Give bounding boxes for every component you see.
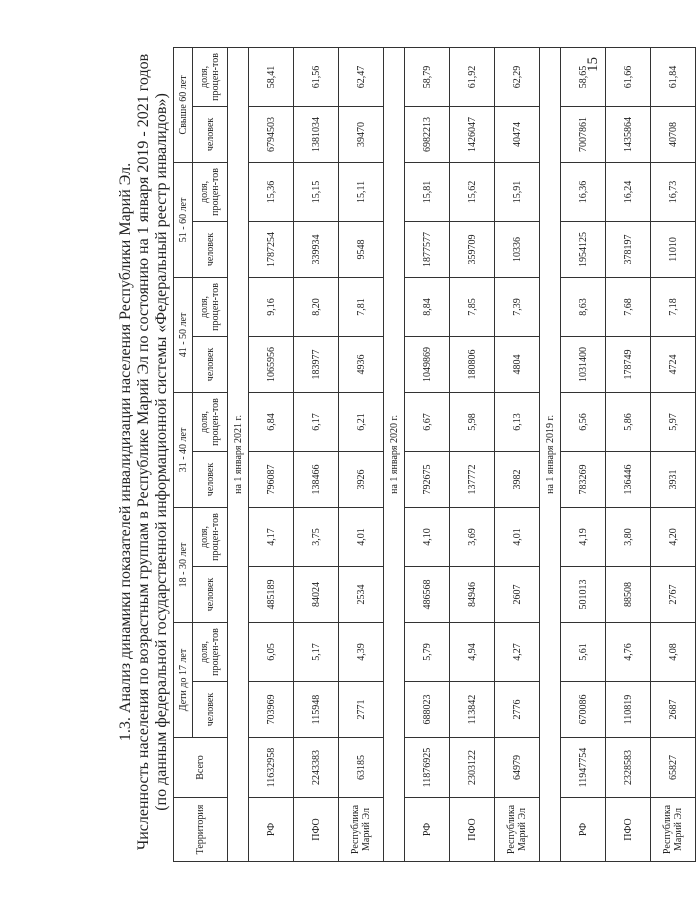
share-cell: 9,16 (249, 277, 294, 336)
total-cell: 2303122 (450, 738, 495, 798)
people-cell: 1787254 (249, 221, 294, 277)
share-cell: 7,81 (339, 277, 384, 336)
heading-line-3: (по данным федеральной государственной информационной системы «Федеральный реестр инвалидов») (153, 93, 170, 811)
share-cell: 4,19 (561, 507, 606, 566)
table-row (294, 47, 339, 861)
people-cell: 39470 (339, 106, 384, 162)
people-cell: 136446 (606, 451, 651, 507)
people-cell: 3982 (495, 451, 540, 507)
share-cell: 16,24 (606, 162, 651, 221)
people-cell: 6794503 (249, 106, 294, 162)
header-people: человек (193, 336, 228, 392)
header-people: человек (193, 682, 228, 738)
people-cell: 486568 (405, 567, 450, 623)
total-cell: 2243383 (294, 738, 339, 798)
header-share: доля, процен-тов (193, 277, 228, 336)
people-cell: 110819 (606, 682, 651, 738)
share-cell: 4,39 (339, 623, 384, 682)
header-age-group: 31 - 40 лет (174, 392, 193, 507)
share-cell: 62,47 (339, 47, 384, 106)
header-people: человек (193, 451, 228, 507)
table-row (339, 47, 384, 861)
section-title: на 1 января 2021 г. (228, 47, 249, 861)
header-age-group: Дети до 17 лет (174, 623, 193, 738)
share-cell: 16,36 (561, 162, 606, 221)
people-cell: 84946 (450, 567, 495, 623)
people-cell: 6982213 (405, 106, 450, 162)
people-cell: 3931 (651, 451, 696, 507)
territory-cell: Республика Марий Эл (495, 798, 540, 862)
total-cell: 64979 (495, 738, 540, 798)
header-people: человек (193, 567, 228, 623)
people-cell: 2534 (339, 567, 384, 623)
people-cell: 138466 (294, 451, 339, 507)
share-cell: 4,10 (405, 507, 450, 566)
share-cell: 58,79 (405, 47, 450, 106)
share-cell: 5,86 (606, 392, 651, 451)
header-share: доля, процен-тов (193, 162, 228, 221)
header-total: Всего (174, 738, 228, 798)
people-cell: 88508 (606, 567, 651, 623)
people-cell: 1065956 (249, 336, 294, 392)
share-cell: 4,08 (651, 623, 696, 682)
table-row (651, 47, 696, 861)
share-cell: 5,79 (405, 623, 450, 682)
share-cell: 4,17 (249, 507, 294, 566)
people-cell: 359709 (450, 221, 495, 277)
territory-cell: РФ (249, 798, 294, 862)
people-cell: 2776 (495, 682, 540, 738)
table-row (561, 47, 606, 861)
total-cell: 63185 (339, 738, 384, 798)
share-cell: 6,84 (249, 392, 294, 451)
people-cell: 783269 (561, 451, 606, 507)
share-cell: 8,20 (294, 277, 339, 336)
territory-cell: ПФО (294, 798, 339, 862)
table-row (606, 47, 651, 861)
share-cell: 3,69 (450, 507, 495, 566)
people-cell: 1381034 (294, 106, 339, 162)
share-cell: 4,27 (495, 623, 540, 682)
share-cell: 4,01 (339, 507, 384, 566)
people-cell: 1435864 (606, 106, 651, 162)
people-cell: 10336 (495, 221, 540, 277)
people-cell: 4804 (495, 336, 540, 392)
header-age-group: 51 - 60 лет (174, 162, 193, 277)
header-share: доля, процен-тов (193, 392, 228, 451)
share-cell: 15,11 (339, 162, 384, 221)
people-cell: 2767 (651, 567, 696, 623)
people-cell: 485189 (249, 567, 294, 623)
people-cell: 670086 (561, 682, 606, 738)
people-cell: 1877577 (405, 221, 450, 277)
people-cell: 9548 (339, 221, 384, 277)
territory-cell: ПФО (450, 798, 495, 862)
people-cell: 501013 (561, 567, 606, 623)
people-cell: 180806 (450, 336, 495, 392)
share-cell: 58,65 (561, 47, 606, 106)
share-cell: 5,61 (561, 623, 606, 682)
people-cell: 1426047 (450, 106, 495, 162)
page-number: 15 (585, 57, 601, 72)
share-cell: 6,05 (249, 623, 294, 682)
total-cell: 2328583 (606, 738, 651, 798)
document-heading (117, 30, 171, 874)
share-cell: 15,15 (294, 162, 339, 221)
people-cell: 2687 (651, 682, 696, 738)
people-cell: 378197 (606, 221, 651, 277)
header-age-group: Свыше 60 лет (174, 47, 193, 162)
share-cell: 3,75 (294, 507, 339, 566)
share-cell: 16,73 (651, 162, 696, 221)
header-share: доля, процен-тов (193, 623, 228, 682)
header-age-group: 18 - 30 лет (174, 507, 193, 622)
people-cell: 796087 (249, 451, 294, 507)
share-cell: 8,84 (405, 277, 450, 336)
people-cell: 1954125 (561, 221, 606, 277)
section-row (384, 47, 405, 861)
share-cell: 5,17 (294, 623, 339, 682)
share-cell: 4,94 (450, 623, 495, 682)
share-cell: 58,41 (249, 47, 294, 106)
people-cell: 183977 (294, 336, 339, 392)
people-cell: 7007861 (561, 106, 606, 162)
table-row (249, 47, 294, 861)
section-row (540, 47, 561, 861)
share-cell: 8,63 (561, 277, 606, 336)
header-territory: Территория (174, 798, 228, 862)
people-cell: 2607 (495, 567, 540, 623)
people-cell: 115948 (294, 682, 339, 738)
share-cell: 15,91 (495, 162, 540, 221)
share-cell: 15,62 (450, 162, 495, 221)
share-cell: 3,80 (606, 507, 651, 566)
share-cell: 6,21 (339, 392, 384, 451)
people-cell: 4936 (339, 336, 384, 392)
people-cell: 1049869 (405, 336, 450, 392)
share-cell: 15,36 (249, 162, 294, 221)
people-cell: 178749 (606, 336, 651, 392)
people-cell: 688023 (405, 682, 450, 738)
people-cell: 11010 (651, 221, 696, 277)
people-cell: 703969 (249, 682, 294, 738)
share-cell: 15,81 (405, 162, 450, 221)
people-cell: 792675 (405, 451, 450, 507)
people-cell: 1031400 (561, 336, 606, 392)
share-cell: 7,85 (450, 277, 495, 336)
people-cell: 339934 (294, 221, 339, 277)
share-cell: 6,67 (405, 392, 450, 451)
share-cell: 6,17 (294, 392, 339, 451)
table-row (405, 47, 450, 861)
total-cell: 65827 (651, 738, 696, 798)
share-cell: 61,56 (294, 47, 339, 106)
territory-cell: РФ (561, 798, 606, 862)
people-cell: 3926 (339, 451, 384, 507)
rotated-sheet (111, 30, 684, 874)
total-cell: 11876925 (405, 738, 450, 798)
heading-line-2: Численность населения по возрастным группам в Республике Марий Эл по состоянию на 1 января 2019 - 2021 годов (135, 53, 152, 851)
heading-line-1: 1.3. Анализ динамики показателей инвалидизации населения Республики Марий Эл. (117, 162, 134, 742)
people-cell: 137772 (450, 451, 495, 507)
total-cell: 11632958 (249, 738, 294, 798)
section-title: на 1 января 2020 г. (384, 47, 405, 861)
people-cell: 40474 (495, 106, 540, 162)
header-share: доля, процен-тов (193, 507, 228, 566)
territory-cell: Республика Марий Эл (339, 798, 384, 862)
total-cell: 11947754 (561, 738, 606, 798)
table-row (450, 47, 495, 861)
share-cell: 61,92 (450, 47, 495, 106)
territory-cell: РФ (405, 798, 450, 862)
territory-cell: ПФО (606, 798, 651, 862)
header-age-group: 41 - 50 лет (174, 277, 193, 392)
header-people: человек (193, 106, 228, 162)
table-row (495, 47, 540, 861)
section-title: на 1 января 2019 г. (540, 47, 561, 861)
share-cell: 6,56 (561, 392, 606, 451)
share-cell: 5,98 (450, 392, 495, 451)
share-cell: 7,18 (651, 277, 696, 336)
share-cell: 4,20 (651, 507, 696, 566)
share-cell: 7,68 (606, 277, 651, 336)
share-cell: 4,76 (606, 623, 651, 682)
share-cell: 6,13 (495, 392, 540, 451)
section-row (228, 47, 249, 861)
header-people: человек (193, 221, 228, 277)
people-cell: 84024 (294, 567, 339, 623)
people-cell: 113842 (450, 682, 495, 738)
people-cell: 2771 (339, 682, 384, 738)
share-cell: 61,84 (651, 47, 696, 106)
population-table (173, 47, 696, 862)
share-cell: 61,66 (606, 47, 651, 106)
territory-cell: Республика Марий Эл (651, 798, 696, 862)
share-cell: 4,01 (495, 507, 540, 566)
people-cell: 4724 (651, 336, 696, 392)
header-share: доля, процен-тов (193, 47, 228, 106)
people-cell: 40708 (651, 106, 696, 162)
share-cell: 5,97 (651, 392, 696, 451)
share-cell: 62,29 (495, 47, 540, 106)
share-cell: 7,39 (495, 277, 540, 336)
